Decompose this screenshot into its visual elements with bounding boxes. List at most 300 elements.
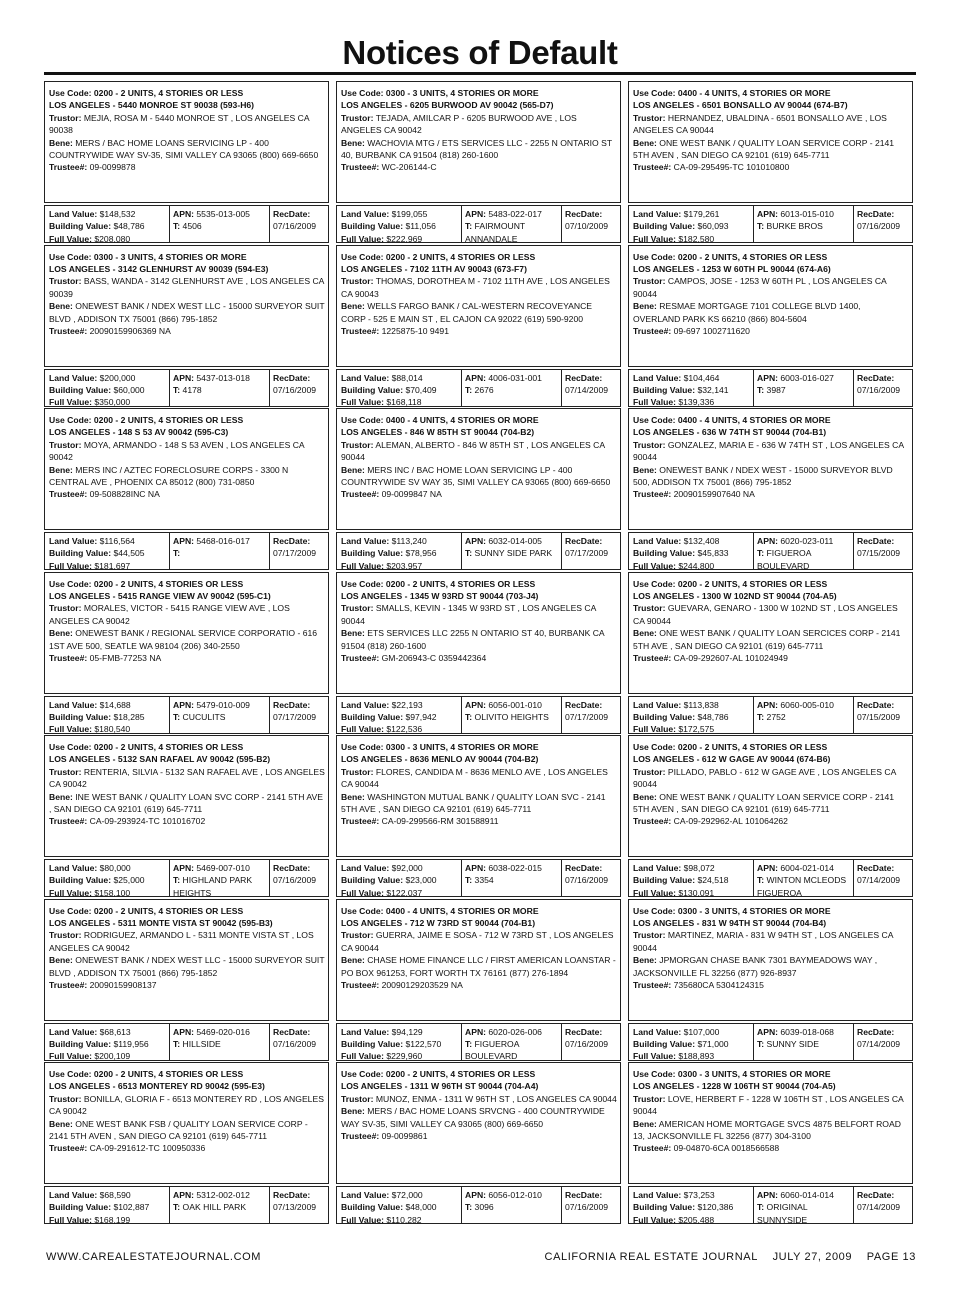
recdate-label: RecDate:: [857, 536, 895, 546]
land-value-label: Land Value:: [341, 699, 390, 710]
land-value-label: Land Value:: [49, 1190, 98, 1200]
values-divider: [169, 370, 170, 406]
land-value: $113,240: [389, 536, 427, 546]
building-value: $97,942: [403, 711, 437, 722]
land-value-label: Land Value:: [49, 536, 98, 546]
trustor-value: PILLADO, PABLO - 612 W GAGE AVE , LOS ANGELES CA 90044: [633, 766, 896, 790]
land-value: $22,193: [389, 699, 423, 710]
property-address: LOS ANGELES - 8636 MENLO AV 90044 (704-B2): [341, 754, 539, 765]
recdate-label: RecDate:: [273, 536, 311, 546]
bene-label: Bene:: [49, 628, 73, 639]
trustee-line: [633, 652, 909, 664]
full-value: $182,580: [675, 233, 715, 244]
full-value-label: Full Value:: [633, 1214, 676, 1225]
use-code: Use Code: 0200 - 2 UNITS, 4 STORIES OR LESS: [49, 415, 244, 425]
footer-publication: CALIFORNIA REAL ESTATE JOURNAL: [544, 1251, 758, 1263]
building-value-label: Building Value:: [341, 1038, 404, 1049]
values-divider: [561, 1024, 562, 1060]
apn-value: 6020-023-011: [778, 536, 834, 546]
recdate-value: 07/17/2009: [273, 548, 317, 559]
bene-value: AMERICAN HOME MORTGAGE SVCS 4875 BELFORT ROAD 13, JACKSONVILLE FL 32256 (877) 304-3100: [633, 1118, 901, 1142]
apn-column: [173, 372, 267, 397]
trustor-line: [49, 766, 325, 791]
full-value: $122,536: [383, 724, 423, 735]
recdate-label: RecDate:: [273, 863, 311, 873]
trustee-value: CA-09-291612-TC 100950336: [87, 1143, 206, 1154]
building-value: $44,505: [111, 548, 145, 559]
full-value: $203,957: [383, 560, 423, 571]
building-value-label: Building Value:: [341, 1202, 404, 1213]
values-column: [633, 208, 751, 245]
apn-column: [465, 862, 559, 887]
building-value: $70,409: [403, 384, 437, 395]
recdate-column: [273, 862, 327, 887]
trustee-value: 1225875-10 9491: [379, 325, 449, 336]
notice-values: [44, 1023, 329, 1061]
recdate-value: 07/16/2009: [857, 384, 901, 395]
land-value: $94,129: [389, 1026, 423, 1037]
bene-value: ONE WEST BANK / QUALITY LOAN SERCICES CORP - 2141 5TH AVE , SAN DIEGO CA 92101 (619) 645-7711: [633, 628, 901, 651]
recdate-column: [273, 535, 327, 560]
notice-entry: [336, 1062, 623, 1225]
land-value: $72,000: [389, 1190, 423, 1200]
values-column: [49, 208, 167, 245]
notice-entry: [336, 245, 623, 408]
values-divider: [461, 533, 462, 569]
notice-body: [44, 81, 329, 203]
full-value: $122,037: [383, 887, 423, 898]
bene-value: MERS / BAC HOME LOANS SERVICING LP - 400 COUNTRYWIDE WAY SV-35, SIMI VALLEY CA 93065 (800) 669-6650: [49, 137, 319, 161]
apn-column: [465, 1189, 559, 1214]
trustor-value: GUERRA, JAIME E SOSA - 712 W 73RD ST , LOS ANGELES CA 90044: [341, 930, 614, 953]
trustor-line: [633, 602, 909, 627]
bene-line: [341, 627, 617, 652]
trustor-label: Trustor:: [633, 439, 666, 450]
full-value: $229,960: [383, 1051, 423, 1062]
recdate-value: 07/17/2009: [565, 548, 609, 559]
apn-column: [757, 1189, 851, 1226]
trustor-line: [49, 1093, 325, 1118]
recdate-column: [565, 535, 619, 560]
building-value: $45,833: [695, 548, 729, 559]
land-value: $73,253: [681, 1190, 715, 1200]
notice-entry: [336, 408, 623, 571]
property-address: LOS ANGELES - 831 W 94TH ST 90044 (704-B4): [633, 917, 827, 928]
property-address: LOS ANGELES - 846 W 85TH ST 90044 (704-B2): [341, 427, 535, 438]
land-value-label: Land Value:: [341, 1190, 390, 1200]
trustee-label: Trustee#:: [341, 979, 380, 990]
trustor-label: Trustor:: [49, 439, 82, 450]
trustee-label: Trustee#:: [49, 652, 88, 663]
full-value: $130,091: [675, 887, 715, 898]
trustor-value: MOYA, ARMANDO - 148 S 53 AVEN , LOS ANGELES CA 90042: [49, 439, 305, 463]
notice-values: [628, 696, 913, 734]
land-value: $107,000: [681, 1026, 720, 1037]
land-value-label: Land Value:: [49, 209, 98, 219]
bene-line: [49, 954, 325, 979]
tract-label: T:: [465, 711, 473, 722]
bene-line: [633, 954, 909, 979]
apn-label: APN:: [173, 1190, 195, 1200]
building-value-label: Building Value:: [633, 1202, 696, 1213]
full-value: $208,080: [91, 233, 131, 244]
tract-value: 2676: [472, 384, 494, 395]
recdate-label: RecDate:: [857, 209, 895, 219]
apn-column: [757, 699, 851, 724]
trustee-label: Trustee#:: [633, 325, 672, 336]
tract-value: OAK HILL PARK: [180, 1202, 247, 1213]
trustor-line: [49, 112, 325, 137]
values-divider: [169, 533, 170, 569]
trustor-line: [633, 275, 909, 300]
bene-line: [341, 300, 617, 325]
recdate-label: RecDate:: [565, 536, 603, 546]
full-value-label: Full Value:: [633, 233, 676, 244]
tract-label: T:: [757, 1038, 765, 1049]
building-value-label: Building Value:: [633, 1038, 696, 1049]
trustor-value: RODRIGUEZ, ARMANDO L - 5311 MONTE VISTA ST , LOS ANGELES CA 90042: [49, 930, 314, 953]
land-value: $68,590: [97, 1190, 131, 1200]
notice-entry: [628, 408, 915, 571]
values-column: [633, 1189, 751, 1226]
bene-value: WACHOVIA MTG / ETS SERVICES LLC - 2255 N ONTARIO ST 40, BURBANK CA 91504 (818) 260-1600: [341, 137, 612, 161]
land-value-label: Land Value:: [633, 1190, 682, 1200]
notice-values: [628, 859, 913, 897]
recdate-value: 07/15/2009: [857, 711, 901, 722]
notice-entry: [44, 81, 331, 244]
bene-value: ETS SERVICES LLC 2255 N ONTARIO ST 40, BURBANK CA 91504 (818) 260-1600: [341, 628, 605, 651]
land-value: $179,261: [681, 209, 720, 219]
trustee-value: 05-FMB-77253 NA: [87, 652, 162, 663]
values-column: [341, 862, 459, 899]
tract-value: 2752: [764, 711, 786, 722]
trustee-line: [49, 652, 325, 664]
notice-values: [44, 859, 329, 897]
use-code: Use Code: 0300 - 3 UNITS, 4 STORIES OR MORE: [341, 742, 539, 752]
trustor-line: [633, 929, 909, 954]
values-divider: [169, 206, 170, 242]
use-code: Use Code: 0200 - 2 UNITS, 4 STORIES OR LESS: [49, 578, 244, 589]
land-value-label: Land Value:: [49, 863, 98, 873]
trustee-line: [341, 652, 617, 664]
apn-value: 6060-005-010: [778, 699, 834, 710]
land-value: $148,532: [97, 209, 136, 219]
trustor-label: Trustor:: [633, 766, 666, 777]
bene-line: [633, 627, 909, 652]
values-divider: [461, 206, 462, 242]
bene-label: Bene:: [341, 628, 365, 639]
bene-value: ONEWEST BANK / NDEX WEST LLC - 15000 SURVEYOR SUIT BLVD , ADDISON TX 75001 (866) 795-1852: [49, 301, 325, 324]
apn-column: [757, 862, 851, 899]
building-value-label: Building Value:: [341, 711, 404, 722]
recdate-label: RecDate:: [273, 209, 311, 219]
building-value-label: Building Value:: [633, 548, 696, 559]
tract-value: 3096: [472, 1202, 494, 1213]
bene-line: [341, 464, 617, 489]
land-value-label: Land Value:: [341, 209, 390, 219]
notice-body: [336, 408, 621, 530]
apn-label: APN:: [465, 699, 487, 710]
apn-column: [757, 535, 851, 572]
footer-website[interactable]: WWW.CAREALESTATEJOURNAL.COM: [46, 1251, 262, 1263]
values-column: [341, 699, 459, 736]
notice-entry: [44, 408, 331, 571]
values-divider: [853, 1187, 854, 1223]
recdate-label: RecDate:: [857, 372, 895, 383]
use-code: Use Code: 0200 - 2 UNITS, 4 STORIES OR LESS: [341, 578, 536, 589]
recdate-value: 07/14/2009: [857, 1038, 901, 1049]
use-code: Use Code: 0200 - 2 UNITS, 4 STORIES OR LESS: [341, 251, 536, 262]
trustee-label: Trustee#:: [341, 816, 380, 827]
apn-value: 4006-031-001: [486, 372, 542, 383]
apn-value: 5437-013-018: [194, 372, 250, 383]
bene-label: Bene:: [341, 301, 365, 312]
apn-label: APN:: [173, 863, 195, 873]
trustor-line: [49, 929, 325, 954]
footer-publication-info: [545, 1251, 916, 1263]
trustee-line: [633, 161, 909, 173]
full-value-label: Full Value:: [49, 1214, 92, 1225]
land-value-label: Land Value:: [49, 699, 98, 710]
recdate-label: RecDate:: [273, 372, 311, 383]
apn-column: [465, 372, 559, 397]
apn-label: APN:: [757, 536, 779, 546]
notice-values: [336, 1023, 621, 1061]
values-column: [633, 535, 751, 572]
building-value-label: Building Value:: [49, 875, 112, 886]
trustor-line: [341, 112, 617, 137]
recdate-column: [273, 208, 327, 233]
apn-label: APN:: [757, 372, 779, 383]
notice-body: [44, 735, 329, 857]
full-value: $205,488: [675, 1214, 715, 1225]
trustee-value: CA-09-293924-TC 101016702: [87, 816, 206, 827]
page-title: Notices of Default: [342, 34, 618, 71]
trustor-value: MEJIA, ROSA M - 5440 MONROE ST , LOS ANGELES CA 90038: [49, 112, 310, 136]
trustee-label: Trustee#:: [633, 489, 672, 500]
full-value: $168,199: [91, 1214, 131, 1225]
apn-column: [757, 208, 851, 233]
building-value: $24,518: [695, 875, 729, 886]
tract-value: OLIVITO HEIGHTS: [472, 711, 549, 722]
trustor-line: [633, 112, 909, 137]
values-divider: [269, 370, 270, 406]
building-value: $71,000: [695, 1038, 729, 1049]
values-column: [633, 372, 751, 409]
trustee-line: [633, 325, 909, 337]
trustee-value: 09-0099847 NA: [379, 489, 442, 500]
bene-label: Bene:: [633, 464, 657, 475]
building-value: $23,000: [403, 875, 437, 886]
full-value: $181,697: [91, 560, 131, 571]
building-value-label: Building Value:: [341, 548, 404, 559]
tract-label: T:: [173, 384, 181, 395]
bene-label: Bene:: [341, 464, 365, 475]
tract-label: T:: [757, 1202, 765, 1213]
land-value-label: Land Value:: [633, 863, 682, 873]
bene-label: Bene:: [633, 1118, 657, 1129]
apn-value: 6056-012-010: [486, 1190, 542, 1200]
notice-values: [44, 369, 329, 407]
trustee-line: [633, 815, 909, 827]
notice-body: [336, 81, 621, 203]
trustor-line: [341, 766, 617, 791]
trustor-line: [341, 439, 617, 464]
full-value-label: Full Value:: [633, 724, 676, 735]
building-value-label: Building Value:: [633, 384, 696, 395]
recdate-value: 07/16/2009: [273, 875, 317, 886]
land-value-label: Land Value:: [633, 1026, 682, 1037]
notice-body: [336, 899, 621, 1021]
recdate-label: RecDate:: [857, 1026, 895, 1037]
trustor-value: ALEMAN, ALBERTO - 846 W 85TH ST , LOS ANGELES CA 90044: [341, 439, 605, 463]
notice-entry: [628, 1062, 915, 1225]
bene-value: MERS INC / BAC HOME LOAN SERVICING LP - 400 COUNTRYWIDE SV WAY 35, SIMI VALLEY CA 93065 (800) 669-6650: [341, 464, 611, 488]
apn-value: 6056-001-010: [486, 699, 542, 710]
bene-label: Bene:: [633, 628, 657, 639]
values-divider: [753, 1187, 754, 1223]
tract-value: SUNNY SIDE PARK: [472, 548, 553, 559]
notice-values: [44, 1186, 329, 1224]
notice-values: [628, 1023, 913, 1061]
trustor-label: Trustor:: [49, 1093, 82, 1104]
land-value: $104,464: [681, 372, 720, 383]
values-column: [49, 1026, 167, 1063]
bene-label: Bene:: [633, 301, 657, 312]
land-value-label: Land Value:: [341, 372, 390, 383]
trustor-value: RENTERIA, SILVIA - 5132 SAN RAFAEL AVE , LOS ANGELES CA 90042: [49, 766, 325, 790]
trustee-line: [341, 815, 617, 827]
tract-value: 4506: [180, 221, 202, 232]
property-address: LOS ANGELES - 6205 BURWOOD AV 90042 (565-D7): [341, 100, 554, 111]
tract-label: T:: [465, 1038, 473, 1049]
notice-values: [44, 532, 329, 570]
bene-line: [341, 791, 617, 816]
values-divider: [461, 860, 462, 896]
full-value: $158,100: [91, 887, 131, 898]
recdate-value: 07/14/2009: [565, 384, 609, 395]
trustor-label: Trustor:: [49, 766, 82, 777]
use-code: Use Code: 0300 - 3 UNITS, 4 STORIES OR MORE: [633, 905, 831, 916]
building-value-label: Building Value:: [49, 1038, 112, 1049]
notice-body: [628, 81, 913, 203]
apn-column: [465, 699, 559, 724]
apn-label: APN:: [465, 863, 487, 873]
building-value: $60,093: [695, 221, 729, 232]
tract-label: T:: [173, 548, 181, 559]
trustor-label: Trustor:: [341, 766, 374, 777]
values-column: [49, 862, 167, 899]
trustee-line: [49, 979, 325, 991]
recdate-value: 07/16/2009: [565, 875, 609, 886]
values-divider: [853, 860, 854, 896]
values-divider: [561, 860, 562, 896]
land-value-label: Land Value:: [633, 536, 682, 546]
recdate-value: 07/14/2009: [857, 875, 901, 886]
trustee-line: [341, 325, 617, 337]
notice-entry: [44, 245, 331, 408]
apn-label: APN:: [757, 1026, 779, 1037]
bene-value: CHASE HOME FINANCE LLC / FIRST AMERICAN LOANSTAR - PO BOX 961253, FORT WORTH TX 76161 (877) 276-1894: [341, 955, 616, 978]
trustor-line: [341, 1093, 617, 1105]
trustee-value: 735680CA 5304124315: [671, 979, 764, 990]
recdate-label: RecDate:: [565, 209, 603, 219]
bene-line: [633, 1118, 909, 1143]
trustor-value: HERNANDEZ, UBALDINA - 6501 BONSALLO AVE , LOS ANGELES CA 90044: [633, 112, 887, 136]
full-value-label: Full Value:: [633, 397, 676, 408]
property-address: LOS ANGELES - 1345 W 93RD ST 90044 (703-J4): [341, 590, 539, 601]
trustor-label: Trustor:: [633, 1093, 666, 1104]
building-value: $48,000: [403, 1202, 437, 1213]
bene-label: Bene:: [633, 791, 657, 802]
notice-values: [628, 1186, 913, 1224]
trustee-value: 09-04870-6CA 0018566588: [671, 1143, 780, 1154]
recdate-label: RecDate:: [273, 699, 311, 710]
bene-line: [49, 1118, 325, 1143]
recdate-label: RecDate:: [857, 1190, 895, 1200]
trustor-value: MARTINEZ, MARIA - 831 W 94TH ST , LOS ANGELES CA 90044: [633, 930, 893, 953]
tract-value: HIGHLAND PARK HEIGHTS: [173, 875, 253, 898]
trustee-value: CA-09-299566-RM 301588911: [379, 816, 499, 827]
land-value: $199,055: [389, 209, 428, 219]
trustee-label: Trustee#:: [49, 1143, 88, 1154]
bene-line: [633, 464, 909, 489]
bene-line: [49, 627, 325, 652]
apn-value: 5535-013-005: [194, 209, 250, 219]
building-value-label: Building Value:: [341, 384, 404, 395]
trustor-label: Trustor:: [633, 112, 666, 123]
trustor-value: GUEVARA, GENARO - 1300 W 102ND ST , LOS ANGELES CA 90044: [633, 603, 898, 626]
apn-label: APN:: [465, 1026, 487, 1037]
recdate-column: [565, 1189, 619, 1214]
trustee-value: CA-09-292962-AL 101064262: [671, 816, 788, 827]
apn-label: APN:: [173, 536, 195, 546]
property-address: LOS ANGELES - 5132 SAN RAFAEL AV 90042 (595-B2): [49, 754, 271, 765]
values-column: [341, 1189, 459, 1226]
notice-body: [336, 245, 621, 367]
building-value-label: Building Value:: [49, 711, 112, 722]
trustee-value: 20090159906369 NA: [87, 325, 171, 336]
values-divider: [853, 370, 854, 406]
trustor-line: [49, 602, 325, 627]
tract-label: T:: [173, 875, 181, 886]
land-value: $88,014: [389, 372, 423, 383]
recdate-value: 07/16/2009: [565, 1038, 609, 1049]
notice-values: [336, 369, 621, 407]
values-divider: [753, 370, 754, 406]
notice-body: [628, 572, 913, 694]
trustee-value: 09-0099861: [379, 1131, 428, 1142]
bene-line: [49, 464, 325, 489]
property-address: LOS ANGELES - 3142 GLENHURST AV 90039 (594-E3): [49, 263, 269, 274]
values-divider: [461, 1187, 462, 1223]
values-divider: [169, 1187, 170, 1223]
tract-value: SUNNY SIDE: [764, 1038, 819, 1049]
notice-entry: [44, 899, 331, 1062]
values-column: [633, 1026, 751, 1063]
recdate-label: RecDate:: [565, 699, 603, 710]
footer-page: PAGE 13: [866, 1251, 916, 1263]
trustor-label: Trustor:: [341, 930, 374, 941]
apn-label: APN:: [465, 536, 487, 546]
building-value: $102,887: [111, 1202, 150, 1213]
apn-column: [173, 1189, 267, 1214]
bene-line: [49, 791, 325, 816]
values-divider: [853, 533, 854, 569]
apn-label: APN:: [757, 699, 779, 710]
trustee-value: WC-206144-C: [379, 162, 437, 173]
full-value-label: Full Value:: [49, 233, 92, 244]
